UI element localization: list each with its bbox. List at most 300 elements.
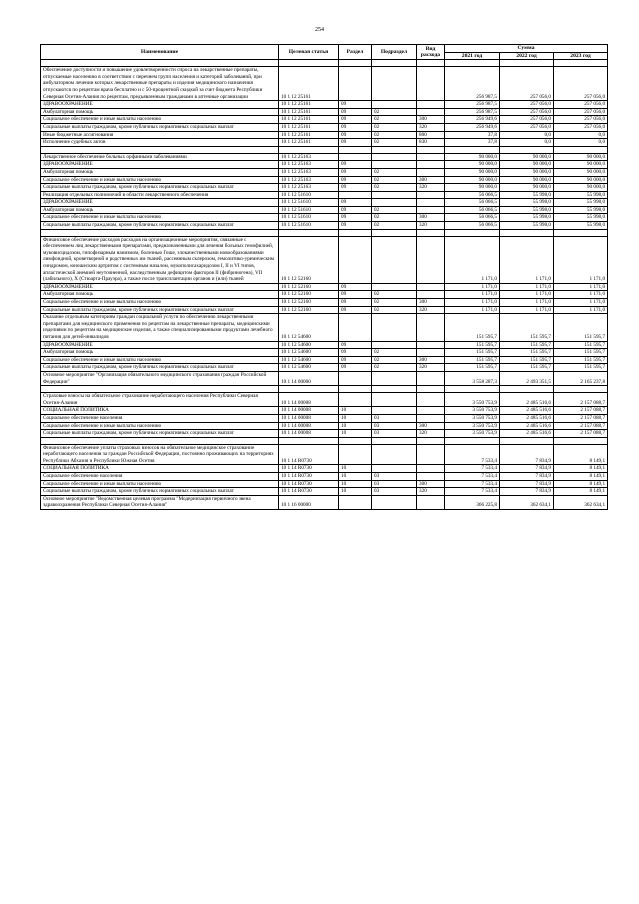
row-sum-2023: 362 634,1: [554, 495, 608, 509]
row-target-code: 10 1 12 51610: [279, 191, 339, 199]
row-name: Социальные выплаты гражданам, кроме публичных нормативных социальных выплат: [41, 488, 279, 496]
row-sum-2021: 56 066,5: [445, 191, 500, 199]
row-sum-2021: 151 595,7: [445, 314, 500, 341]
empty-cell: [279, 437, 339, 444]
row-section: 10: [339, 414, 372, 422]
empty-cell: [445, 437, 500, 444]
table-row: [41, 199, 608, 207]
row-sum-2021: 56 066,5: [445, 199, 500, 207]
row-kind: [417, 414, 445, 422]
row-name: ЗДРАВООХРАНЕНИЕ: [41, 161, 279, 169]
row-sum-2023: 151 595,7: [554, 314, 608, 341]
row-sum-2021: 37,8: [445, 139, 500, 147]
row-target-code: 10 1 12 54600: [279, 314, 339, 341]
row-section: 10: [339, 407, 372, 415]
row-sum-2022: 90 000,0: [500, 168, 554, 176]
row-name: Исполнение судебных актов: [41, 139, 279, 147]
row-sum-2022: 2 485 516,6: [500, 422, 554, 430]
row-sum-2023: 2 157 088,7: [554, 430, 608, 438]
row-target-code: 10 1 12 25161: [279, 131, 339, 139]
empty-cell: [372, 60, 417, 67]
row-kind: [417, 291, 445, 299]
row-subsection: [372, 191, 417, 199]
empty-cell: [500, 437, 554, 444]
row-subsection: [372, 407, 417, 415]
row-sum-2021: 90 000,0: [445, 176, 500, 184]
row-target-code: 10 1 12 51610: [279, 199, 339, 207]
row-section: 10: [339, 465, 372, 473]
table-row: [41, 299, 608, 307]
row-sum-2021: 3 550 753,9: [445, 414, 500, 422]
row-kind: [417, 314, 445, 341]
row-name: Социальное обеспечение населения: [41, 414, 279, 422]
row-subsection: [372, 199, 417, 207]
header-name: Наименование: [41, 45, 279, 60]
empty-cell: [445, 60, 500, 67]
empty-cell: [445, 386, 500, 393]
row-section: 09: [339, 101, 372, 109]
empty-cell: [339, 437, 372, 444]
row-target-code: 10 1 14 R0730: [279, 444, 339, 465]
row-subsection: [372, 444, 417, 465]
row-name: Социальные выплаты гражданам, кроме публичных нормативных социальных выплат: [41, 222, 279, 230]
table-row: [41, 131, 608, 139]
row-sum-2021: 366 225,8: [445, 495, 500, 509]
header-subsection: Подраздел: [372, 45, 417, 60]
row-subsection: 03: [372, 430, 417, 438]
row-section: 09: [339, 168, 372, 176]
row-sum-2023: 55 998,0: [554, 222, 608, 230]
row-sum-2022: 2 485 516,6: [500, 393, 554, 407]
row-section: [339, 153, 372, 161]
table-row: [41, 407, 608, 415]
row-name: ЗДРАВООХРАНЕНИЕ: [41, 101, 279, 109]
row-section: 09: [339, 222, 372, 230]
row-sum-2023: 2 157 088,7: [554, 422, 608, 430]
table-row: [41, 414, 608, 422]
row-sum-2022: 362 634,1: [500, 495, 554, 509]
row-target-code: 10 1 12 52160: [279, 283, 339, 291]
row-name: Амбулаторная помощь: [41, 349, 279, 357]
empty-cell: [500, 146, 554, 153]
row-subsection: 02: [372, 184, 417, 192]
empty-cell: [41, 146, 279, 153]
row-section: 09: [339, 123, 372, 131]
header-kind: Вид расхода: [417, 45, 445, 60]
row-subsection: 02: [372, 306, 417, 314]
table-row: [41, 422, 608, 430]
row-subsection: [372, 161, 417, 169]
row-name: Основное мероприятие "Организация обязательного медицинского страхования граждан Российской Федерации": [41, 371, 279, 385]
page-number: 254: [315, 27, 324, 33]
row-subsection: 03: [372, 473, 417, 481]
row-kind: 300: [417, 299, 445, 307]
row-name: Социальные выплаты гражданам, кроме публичных нормативных социальных выплат: [41, 306, 279, 314]
row-section: 09: [339, 356, 372, 364]
row-name: ЗДРАВООХРАНЕНИЕ: [41, 199, 279, 207]
row-sum-2021: 151 595,7: [445, 364, 500, 372]
row-sum-2021: 56 066,5: [445, 222, 500, 230]
row-kind: [417, 168, 445, 176]
row-section: 09: [339, 283, 372, 291]
row-sum-2021: 256 949,6: [445, 116, 500, 124]
empty-cell: [339, 60, 372, 67]
row-sum-2023: 8 149,1: [554, 488, 608, 496]
table-row: [41, 139, 608, 147]
empty-cell: [41, 437, 279, 444]
row-kind: 300: [417, 422, 445, 430]
row-section: 09: [339, 199, 372, 207]
row-sum-2023: 8 149,1: [554, 465, 608, 473]
row-section: [339, 444, 372, 465]
table-row: [41, 191, 608, 199]
row-kind: [417, 473, 445, 481]
row-target-code: 10 1 14 R0730: [279, 465, 339, 473]
row-target-code: 10 1 12 25161: [279, 123, 339, 131]
empty-cell: [417, 386, 445, 393]
row-section: [339, 393, 372, 407]
row-sum-2022: 151 595,7: [500, 341, 554, 349]
row-target-code: 10 1 14 R0730: [279, 480, 339, 488]
row-sum-2021: 256 949,6: [445, 123, 500, 131]
spacer-row: [41, 146, 608, 153]
row-sum-2023: 8 149,1: [554, 480, 608, 488]
row-section: 09: [339, 349, 372, 357]
empty-cell: [417, 146, 445, 153]
row-section: 09: [339, 184, 372, 192]
row-kind: [417, 161, 445, 169]
row-name: Социальные выплаты гражданам, кроме публичных нормативных социальных выплат: [41, 364, 279, 372]
table-row: [41, 116, 608, 124]
empty-cell: [279, 386, 339, 393]
row-sum-2022: 90 000,0: [500, 184, 554, 192]
row-kind: 300: [417, 116, 445, 124]
row-target-code: 10 1 14 R0730: [279, 473, 339, 481]
table-row: [41, 465, 608, 473]
row-sum-2023: 2 157 088,7: [554, 393, 608, 407]
row-kind: [417, 153, 445, 161]
row-sum-2021: 1 171,0: [445, 236, 500, 283]
row-sum-2021: 3 550 753,9: [445, 393, 500, 407]
row-kind: 300: [417, 480, 445, 488]
row-target-code: 10 1 14 00008: [279, 414, 339, 422]
row-name: Социальное обеспечение и иные выплаты населению: [41, 422, 279, 430]
row-name: Финансовое обеспечение уплаты страховых взносов на обязательное медицинское страхование неработающего населения за граждан Российской Федерации, постоянно проживающих на территориях Республики Абхазия и Республики Южная Осетия: [41, 444, 279, 465]
row-sum-2023: 2 165 237,8: [554, 371, 608, 385]
row-sum-2021: 151 595,7: [445, 349, 500, 357]
row-target-code: 10 1 12 51610: [279, 206, 339, 214]
row-sum-2023: 151 595,7: [554, 349, 608, 357]
row-target-code: 10 1 14 00000: [279, 371, 339, 385]
table-row: [41, 488, 608, 496]
row-sum-2023: 90 000,0: [554, 153, 608, 161]
empty-cell: [554, 60, 608, 67]
row-target-code: 10 1 12 25163: [279, 161, 339, 169]
empty-cell: [279, 146, 339, 153]
row-sum-2022: 257 056,0: [500, 108, 554, 116]
empty-cell: [41, 229, 279, 236]
row-sum-2023: 90 000,0: [554, 176, 608, 184]
row-name: Амбулаторная помощь: [41, 206, 279, 214]
row-name: ЗДРАВООХРАНЕНИЕ: [41, 341, 279, 349]
row-sum-2022: 1 171,0: [500, 291, 554, 299]
row-kind: [417, 371, 445, 385]
empty-cell: [554, 146, 608, 153]
empty-cell: [500, 60, 554, 67]
row-sum-2023: 2 157 088,7: [554, 407, 608, 415]
row-subsection: 02: [372, 349, 417, 357]
row-sum-2022: 90 000,0: [500, 161, 554, 169]
row-name: Социальное обеспечение и иные выплаты населению: [41, 176, 279, 184]
row-kind: 320: [417, 306, 445, 314]
header-sum: Сумма: [445, 45, 608, 53]
row-kind: [417, 67, 445, 101]
header-target: Целевая статья: [279, 45, 339, 60]
row-sum-2021: 256 987,5: [445, 108, 500, 116]
row-kind: 320: [417, 364, 445, 372]
row-subsection: [372, 236, 417, 283]
row-kind: [417, 444, 445, 465]
empty-cell: [554, 437, 608, 444]
row-sum-2021: 7 533,4: [445, 444, 500, 465]
row-kind: 300: [417, 356, 445, 364]
row-sum-2022: 55 998,0: [500, 206, 554, 214]
row-kind: 320: [417, 430, 445, 438]
empty-cell: [339, 386, 372, 393]
table-row: [41, 153, 608, 161]
row-kind: [417, 199, 445, 207]
row-target-code: 10 1 12 54600: [279, 341, 339, 349]
row-kind: [417, 495, 445, 509]
row-sum-2022: 257 056,0: [500, 101, 554, 109]
row-sum-2022: 90 000,0: [500, 153, 554, 161]
row-sum-2023: 151 595,7: [554, 356, 608, 364]
row-name: Страховые взносы на обязательное страхование неработающего населения Республики Северная Осетия-Алания: [41, 393, 279, 407]
row-kind: 300: [417, 214, 445, 222]
row-name: Основное мероприятие "Ведомственная целевая программа "Модернизация первичного звена здравоохранения Республики Северная Осетия-Алания": [41, 495, 279, 509]
row-target-code: 10 1 14 R0730: [279, 488, 339, 496]
row-name: Социальное обеспечение и иные выплаты населению: [41, 356, 279, 364]
row-kind: [417, 349, 445, 357]
empty-cell: [500, 386, 554, 393]
row-name: Социальное обеспечение населения: [41, 473, 279, 481]
table-row: [41, 101, 608, 109]
row-sum-2023: 8 149,1: [554, 473, 608, 481]
row-section: [339, 371, 372, 385]
row-kind: [417, 236, 445, 283]
row-subsection: [372, 371, 417, 385]
row-subsection: 02: [372, 108, 417, 116]
row-sum-2022: 2 485 516,6: [500, 430, 554, 438]
row-subsection: 02: [372, 291, 417, 299]
row-sum-2023: 0,0: [554, 131, 608, 139]
row-section: 09: [339, 176, 372, 184]
row-sum-2022: 1 171,0: [500, 236, 554, 283]
row-sum-2021: 7 533,4: [445, 480, 500, 488]
row-sum-2022: 1 171,0: [500, 306, 554, 314]
empty-cell: [554, 229, 608, 236]
row-name: Финансовое обеспечение расходов расходов на организационные мероприятия, связанные с обеспечением лиц лекарственными препаратами, предназначенными для лечения больных гемофилией, муковисцидозом, гипофизарным нанизмом, болезнью Гоше, злокачественными новообразованиями лимфоидной, кроветворной и родственных им тканей, рассеянным склерозом, гемолитико-уремическим синдромом, юношеским артритом с системным началом, мукополисахаридозом I, II и VI типов, апластической анемией неуточненной, наследственным дефицитом факторов II (фибриногена), VII (лабильного), X (Стюарта-Прауэра), а также после трансплантации органов и (или) тканей: [41, 236, 279, 283]
row-section: 09: [339, 299, 372, 307]
empty-cell: [372, 386, 417, 393]
row-sum-2022: 151 595,7: [500, 314, 554, 341]
row-sum-2023: 151 595,7: [554, 341, 608, 349]
empty-cell: [41, 386, 279, 393]
row-name: Амбулаторная помощь: [41, 168, 279, 176]
row-sum-2021: 56 066,5: [445, 206, 500, 214]
row-target-code: 10 1 12 52160: [279, 236, 339, 283]
row-section: 09: [339, 206, 372, 214]
row-target-code: 10 1 14 00008: [279, 422, 339, 430]
row-subsection: 02: [372, 139, 417, 147]
row-sum-2023: 90 000,0: [554, 168, 608, 176]
row-kind: 320: [417, 488, 445, 496]
empty-cell: [554, 386, 608, 393]
empty-cell: [339, 229, 372, 236]
row-subsection: 02: [372, 364, 417, 372]
row-sum-2022: 55 998,0: [500, 214, 554, 222]
table-row: [41, 67, 608, 101]
row-section: 10: [339, 480, 372, 488]
table-row: [41, 349, 608, 357]
row-sum-2023: 257 056,0: [554, 101, 608, 109]
table-row: [41, 306, 608, 314]
row-subsection: 02: [372, 123, 417, 131]
row-subsection: 03: [372, 488, 417, 496]
row-sum-2021: 256 987,5: [445, 67, 500, 101]
row-sum-2021: 256 987,5: [445, 101, 500, 109]
row-sum-2022: 55 998,0: [500, 222, 554, 230]
row-section: 09: [339, 364, 372, 372]
row-sum-2021: 90 000,0: [445, 168, 500, 176]
row-target-code: 10 1 14 00008: [279, 430, 339, 438]
row-sum-2021: 1 171,0: [445, 291, 500, 299]
table-row: [41, 444, 608, 465]
row-sum-2023: 257 056,0: [554, 116, 608, 124]
header-2021: 2021 год: [445, 52, 500, 60]
row-sum-2022: 0,0: [500, 139, 554, 147]
table-row: [41, 364, 608, 372]
row-sum-2023: 55 998,0: [554, 191, 608, 199]
row-sum-2023: 90 000,0: [554, 161, 608, 169]
row-section: [339, 191, 372, 199]
table-row: [41, 341, 608, 349]
row-kind: [417, 108, 445, 116]
row-kind: 320: [417, 222, 445, 230]
header-2022: 2022 год: [500, 52, 554, 60]
row-subsection: 02: [372, 222, 417, 230]
row-sum-2022: 257 056,0: [500, 67, 554, 101]
row-target-code: 10 1 12 52160: [279, 291, 339, 299]
row-sum-2023: 8 149,1: [554, 444, 608, 465]
row-sum-2021: 3 550 753,9: [445, 407, 500, 415]
row-subsection: [372, 341, 417, 349]
row-target-code: 10 1 12 25163: [279, 176, 339, 184]
table-row: [41, 495, 608, 509]
table-row: [41, 161, 608, 169]
row-sum-2022: 151 595,7: [500, 356, 554, 364]
header-2023: 2023 год: [554, 52, 608, 60]
table-row: [41, 176, 608, 184]
table-row: [41, 108, 608, 116]
table-row: [41, 473, 608, 481]
row-target-code: 10 1 16 00000: [279, 495, 339, 509]
row-section: 09: [339, 291, 372, 299]
row-subsection: 02: [372, 168, 417, 176]
row-sum-2022: 151 595,7: [500, 364, 554, 372]
row-name: Социальное обеспечение и иные выплаты населению: [41, 214, 279, 222]
table-row: [41, 214, 608, 222]
row-sum-2022: 2 493 351,5: [500, 371, 554, 385]
table-row: [41, 480, 608, 488]
table-row: [41, 168, 608, 176]
empty-cell: [445, 229, 500, 236]
row-sum-2022: 7 834,9: [500, 465, 554, 473]
table-row: [41, 314, 608, 341]
empty-cell: [279, 229, 339, 236]
row-section: 10: [339, 488, 372, 496]
empty-cell: [339, 146, 372, 153]
row-target-code: 10 1 12 25161: [279, 101, 339, 109]
row-sum-2021: 56 066,5: [445, 214, 500, 222]
table-row: [41, 283, 608, 291]
row-kind: [417, 407, 445, 415]
row-kind: [417, 101, 445, 109]
row-sum-2021: 90 000,0: [445, 161, 500, 169]
row-sum-2021: 3 550 753,9: [445, 430, 500, 438]
row-section: 09: [339, 131, 372, 139]
row-section: 10: [339, 422, 372, 430]
row-sum-2022: 257 056,0: [500, 123, 554, 131]
row-target-code: 10 1 12 25161: [279, 108, 339, 116]
row-sum-2023: 257 056,0: [554, 108, 608, 116]
row-sum-2021: 1 171,0: [445, 299, 500, 307]
row-kind: [417, 465, 445, 473]
row-kind: 320: [417, 184, 445, 192]
row-name: Амбулаторная помощь: [41, 291, 279, 299]
row-subsection: 03: [372, 414, 417, 422]
table-row: [41, 393, 608, 407]
row-target-code: 10 1 12 52160: [279, 306, 339, 314]
row-subsection: [372, 495, 417, 509]
row-section: 09: [339, 306, 372, 314]
row-target-code: 10 1 14 00008: [279, 393, 339, 407]
row-target-code: 10 1 12 25161: [279, 139, 339, 147]
empty-cell: [372, 229, 417, 236]
row-target-code: 10 1 12 51610: [279, 214, 339, 222]
row-target-code: 10 1 12 51610: [279, 222, 339, 230]
row-sum-2021: 1 171,0: [445, 283, 500, 291]
empty-cell: [445, 146, 500, 153]
row-sum-2022: 55 998,0: [500, 199, 554, 207]
row-sum-2023: 55 998,0: [554, 199, 608, 207]
spacer-row: [41, 437, 608, 444]
row-sum-2023: 1 171,0: [554, 236, 608, 283]
row-subsection: 02: [372, 176, 417, 184]
row-section: [339, 314, 372, 341]
row-target-code: 10 1 12 25161: [279, 116, 339, 124]
empty-cell: [500, 229, 554, 236]
table-row: [41, 123, 608, 131]
row-sum-2022: 151 595,7: [500, 349, 554, 357]
row-name: Оказание отдельным категориям граждан социальной услуги по обеспечению лекарственными препаратами для медицинского применения по рецептам на лекарственные препараты, медицинскими изделиями по рецептам на медицинские изделия, а также специализированными продуктами лечебного питания для детей-инвалидов: [41, 314, 279, 341]
spacer-row: [41, 386, 608, 393]
row-name: ЗДРАВООХРАНЕНИЕ: [41, 283, 279, 291]
row-subsection: 02: [372, 206, 417, 214]
header-section: Раздел: [339, 45, 372, 60]
row-sum-2021: 90 000,0: [445, 153, 500, 161]
row-sum-2023: 0,0: [554, 139, 608, 147]
